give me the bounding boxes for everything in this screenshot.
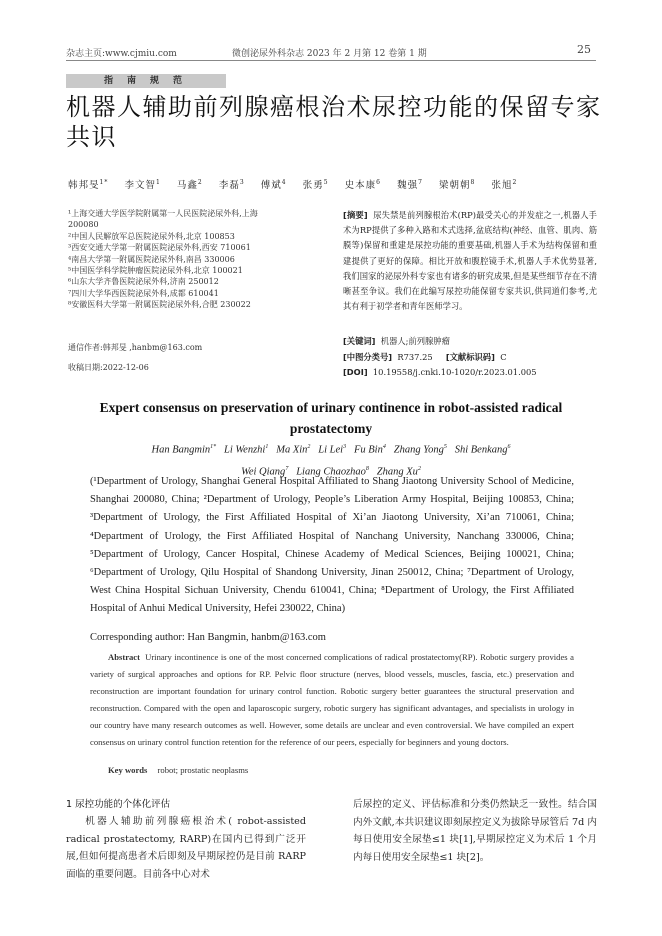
author-zh: 马鑫$^2$ xyxy=(176,178,203,191)
received-date-zh: 收稿日期:2022-12-06 xyxy=(68,363,149,372)
author-zh: 韩邦旻$^{1*}$ xyxy=(68,178,109,191)
body-text-right: 后尿控的定义、评估标准和分类仍然缺乏一致性。结合国内外文献,本共识建议即刻尿控定义为拔除导尿管后 7d 内每日使用安全尿垫≤1 块[1],早期尿控定义为术后 1 个月内每日使用安全尿垫≤1 块[2]。 xyxy=(353,799,597,863)
author-zh: 张勇$^5$ xyxy=(302,178,329,191)
affiliations-zh xyxy=(68,208,276,311)
affiliation-zh: ⁷四川大学华西医院泌尿外科,成都 610041 xyxy=(68,288,219,298)
abstract-en xyxy=(90,649,574,751)
title-en: Expert consensus on preservation of urinary continence in robot-assisted radical prostatectomy xyxy=(99,400,563,436)
abstract-en-label: Abstract xyxy=(108,652,140,662)
affiliation-zh: ²中国人民解放军总医院泌尿外科,北京 100853 xyxy=(68,231,235,241)
journal-site: 杂志主页:www.cjmiu.com xyxy=(66,49,177,59)
authors-en: Han Bangmin$^{1*}$ Li Wenzhi$^1$ Ma Xin$^2$ Li Lei$^3$ Fu Bin$^4$ Zhang Yong$^5$ Shi Benkang$^6$ Wei Qiang$^7$ Liang Chaozhao$^8$ Zhang Xu$^2$ xyxy=(151,444,511,477)
corresponding-author-zh: 通信作者:韩邦旻 ,hanbm@163.com xyxy=(68,343,203,352)
affiliation-zh: ³西安交通大学第一附属医院泌尿外科,西安 710061 xyxy=(68,243,251,253)
affiliation-zh: ¹上海交通大学医学院附属第一人民医院泌尿外科,上海 200080 xyxy=(68,209,258,230)
page-number: 25 xyxy=(577,43,591,56)
header-rule xyxy=(66,60,596,61)
author-zh: 史本康$^6$ xyxy=(344,178,381,191)
body-text-left: 机器人辅助前列腺癌根治术( robot-assisted radical prostatectomy, RARP)在国内已得到广泛开展,但如何提高患者术后即刻及早期尿控仍是目前 RARP 面临的重要问题。目前各中心对术 xyxy=(66,816,306,880)
abstract-zh-label: [摘要] xyxy=(343,210,368,220)
corresponding-author-en: Corresponding author: Han Bangmin, hanbm@163.com xyxy=(90,632,326,643)
journal-issue: 微创泌尿外科杂志 2023 年 2 月第 12 卷第 1 期 xyxy=(232,49,427,59)
authors-zh xyxy=(68,177,608,191)
author-zh: 李文智$^1$ xyxy=(124,178,161,191)
doi: [DOI] 10.19558/j.cnki.10-1020/r.2023.01.005 xyxy=(343,367,537,377)
affiliation-zh: ⁴南昌大学第一附属医院泌尿外科,南昌 330006 xyxy=(68,254,235,264)
abstract-zh-text: 尿失禁是前列腺根治术(RP)最受关心的并发症之一,机器人手术为RP提供了多种入路和术式选择,盆底结构(神经、血管、肌肉、筋膜等)保留和重建是尿控功能的重要基础,机器人手术为结构保留和重建提供了更好的保障。相比开放和腹腔镜手术,机器人手术优势显著,我们国家的泌尿外科专家也有诸多的研究成果,但是某些细节存在不清晰甚至争议。我们在此编写尿控功能保留专家共识,供同道们参考,尤其有利于初学者和青年医师学习。 xyxy=(343,210,597,312)
classification-zh: [中图分类号] R737.25 [文献标识码] C xyxy=(343,352,507,362)
author-zh: 傅斌$^4$ xyxy=(260,178,287,191)
affiliation-zh: ⁶山东大学齐鲁医院泌尿外科,济南 250012 xyxy=(68,277,219,287)
keywords-en: Key words robot; prostatic neoplasms xyxy=(108,765,249,775)
section-tag: 指南规范 xyxy=(66,74,226,88)
author-zh: 梁朝朝$^8$ xyxy=(439,178,476,191)
abstract-en-text: Urinary incontinence is one of the most concerned complications of radical prostatectomy(RP). Robotic surgery provides a variety of surgical approaches and options for RP. Pelvic floor structure (nerves, blood vessels, muscles, fascia, etc.) preservation and reconstruction are important foundation for urinary control function. Robotic surgery better guarantees the structural preservation and reconstruction. Compared with the open and laparoscopic surgery, robotic surgery has significant advantages, and specialists in urology in our country have many research outcomes as well. However, some details are unclear and even controversial. We have compiled an expert consensus on urinary control function retention for the reference of our peers, especially for beginners and young doctors. xyxy=(90,652,574,747)
affiliation-zh: ⁸安徽医科大学第一附属医院泌尿外科,合肥 230022 xyxy=(68,300,251,310)
author-zh: 李磊$^3$ xyxy=(218,178,245,191)
affiliations-en: (¹Department of Urology, Shanghai General Hospital Affiliated to Shang Jiaotong University School of Medicine, Shanghai 200080, China; ²Department of Urology, People’s Liberation Army Hospital, Beijing 100853, China; ³Department of Urology, the First Affiliated Hospital of Xi’an Jiaotong University, Xi’an 710061, China; ⁴Department of Urology, the First Affiliated Hospital of Nanchang University, Nanchang 330006, China; ⁵Department of Urology, Cancer Hospital, Chinese Academy of Medical Sciences, Beijing 100021, China; ⁶Department of Urology, Qilu Hospital of Shandong University, Jinan 250012, China; ⁷Department of Urology, West China Hospital Sichuan University, Chendu 610041, China; ⁸Department of Urology, the First Affiliated Hospital of Anhui Medical University, Hefei 230022, China) xyxy=(90,476,574,615)
keywords-zh: [关键词] 机器人;前列腺肿瘤 xyxy=(343,336,450,346)
affiliation-zh: ⁵中国医学科学院肿瘤医院泌尿外科,北京 100021 xyxy=(68,266,243,276)
title-zh: 机器人辅助前列腺癌根治术尿控功能的保留专家共识 xyxy=(66,93,602,151)
author-zh: 魏强$^7$ xyxy=(397,178,423,191)
section-heading: 1 尿控功能的个体化评估 xyxy=(66,799,171,810)
author-zh: 张旭$^2$ xyxy=(491,178,518,191)
abstract-zh xyxy=(343,208,597,314)
